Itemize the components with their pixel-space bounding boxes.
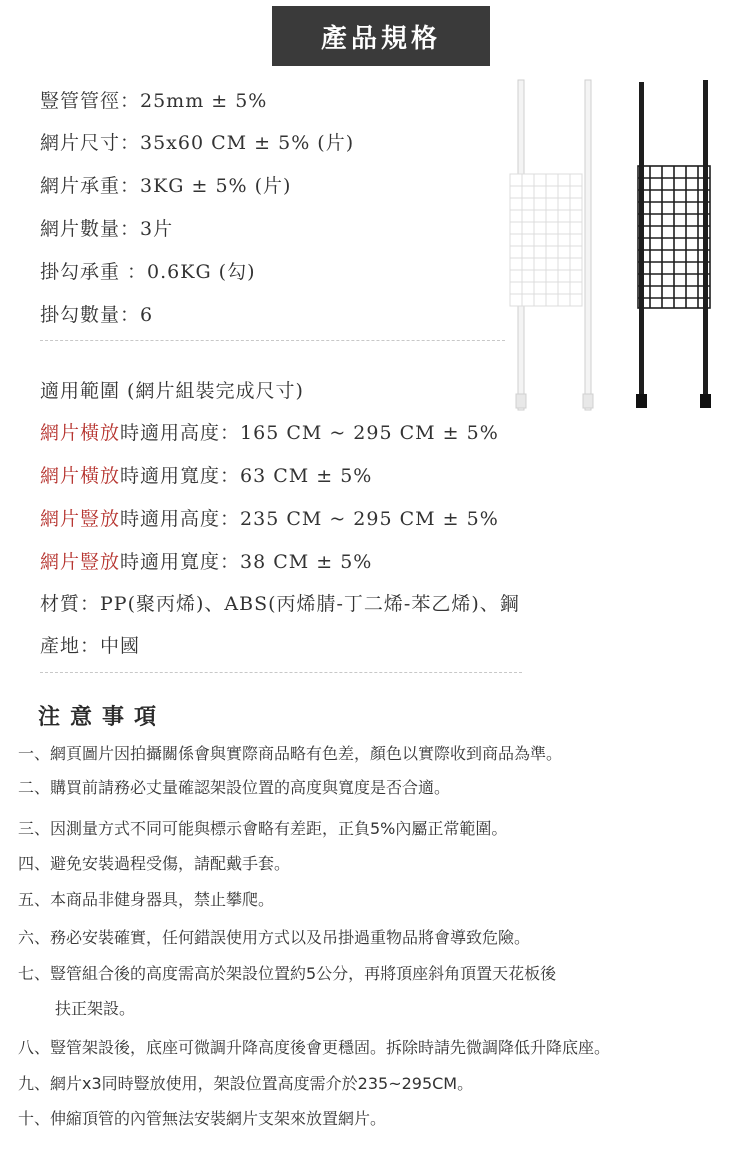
note-item: 五、本商品非健身器具，禁止攀爬。 xyxy=(18,890,275,909)
range-value: 時適用寬度：63 CM ± 5% xyxy=(120,465,373,487)
notes-title: 注意事項 xyxy=(38,704,167,730)
range-orientation: 網片豎放 xyxy=(40,508,121,530)
divider xyxy=(40,340,505,341)
note-item: 九、網片x3同時豎放使用，架設位置高度需介於235~295CM。 xyxy=(18,1074,474,1093)
range-item xyxy=(40,418,499,445)
spec-hook-count: 掛勾數量：6 xyxy=(40,304,154,326)
note-item: 一、網頁圖片因拍攝關係會與實際商品略有色差，顏色以實際收到商品為準。 xyxy=(18,744,563,763)
note-item: 七、豎管組合後的高度需高於架設位置約5公分，再將頂座斜角頂置天花板後 xyxy=(18,964,557,983)
note-item: 二、購買前請務必丈量確認架設位置的高度與寬度是否合適。 xyxy=(18,778,451,797)
range-item xyxy=(40,547,372,574)
note-item-continuation: 扶正架設。 xyxy=(55,999,136,1018)
range-item xyxy=(40,504,499,531)
spec-mesh-count: 網片數量：3片 xyxy=(40,218,174,240)
white-rack xyxy=(510,80,593,410)
range-orientation: 網片豎放 xyxy=(40,551,121,573)
range-value: 時適用高度：165 CM ~ 295 CM ± 5% xyxy=(120,422,499,444)
note-item: 三、因測量方式不同可能與標示會略有差距，正負5%內屬正常範圍。 xyxy=(18,819,508,838)
range-value: 時適用高度：235 CM ~ 295 CM ± 5% xyxy=(120,508,499,530)
range-orientation: 網片橫放 xyxy=(40,422,121,444)
range-item xyxy=(40,461,372,488)
range-title: 適用範圍 (網片組裝完成尺寸) xyxy=(40,380,304,402)
spec-origin: 產地：中國 xyxy=(40,635,141,657)
spec-mesh-size: 網片尺寸：35x60 CM ± 5% (片) xyxy=(40,132,355,154)
black-rack xyxy=(636,80,711,408)
product-image xyxy=(505,76,735,416)
note-item: 六、務必安裝確實，任何錯誤使用方式以及吊掛過重物品將會導致危險。 xyxy=(18,928,531,947)
spec-material: 材質：PP(聚丙烯)、ABS(丙烯腈-丁二烯-苯乙烯)、鋼 xyxy=(40,593,520,615)
note-item: 四、避免安裝過程受傷，請配戴手套。 xyxy=(18,854,291,873)
spec-pipe-diameter: 豎管管徑：25mm ± 5% xyxy=(40,90,268,112)
spec-mesh-load: 網片承重：3KG ± 5% (片) xyxy=(40,175,292,197)
note-item: 十、伸縮頂管的內管無法安裝網片支架來放置網片。 xyxy=(18,1109,387,1128)
note-item: 八、豎管架設後，底座可微調升降高度後會更穩固。拆除時請先微調降低升降底座。 xyxy=(18,1038,611,1057)
divider xyxy=(40,672,522,673)
range-orientation: 網片橫放 xyxy=(40,465,121,487)
spec-hook-load: 掛勾承重 ：0.6KG (勾) xyxy=(40,261,256,283)
range-value: 時適用寬度：38 CM ± 5% xyxy=(120,551,373,573)
page-title: 產品規格 xyxy=(272,6,490,66)
